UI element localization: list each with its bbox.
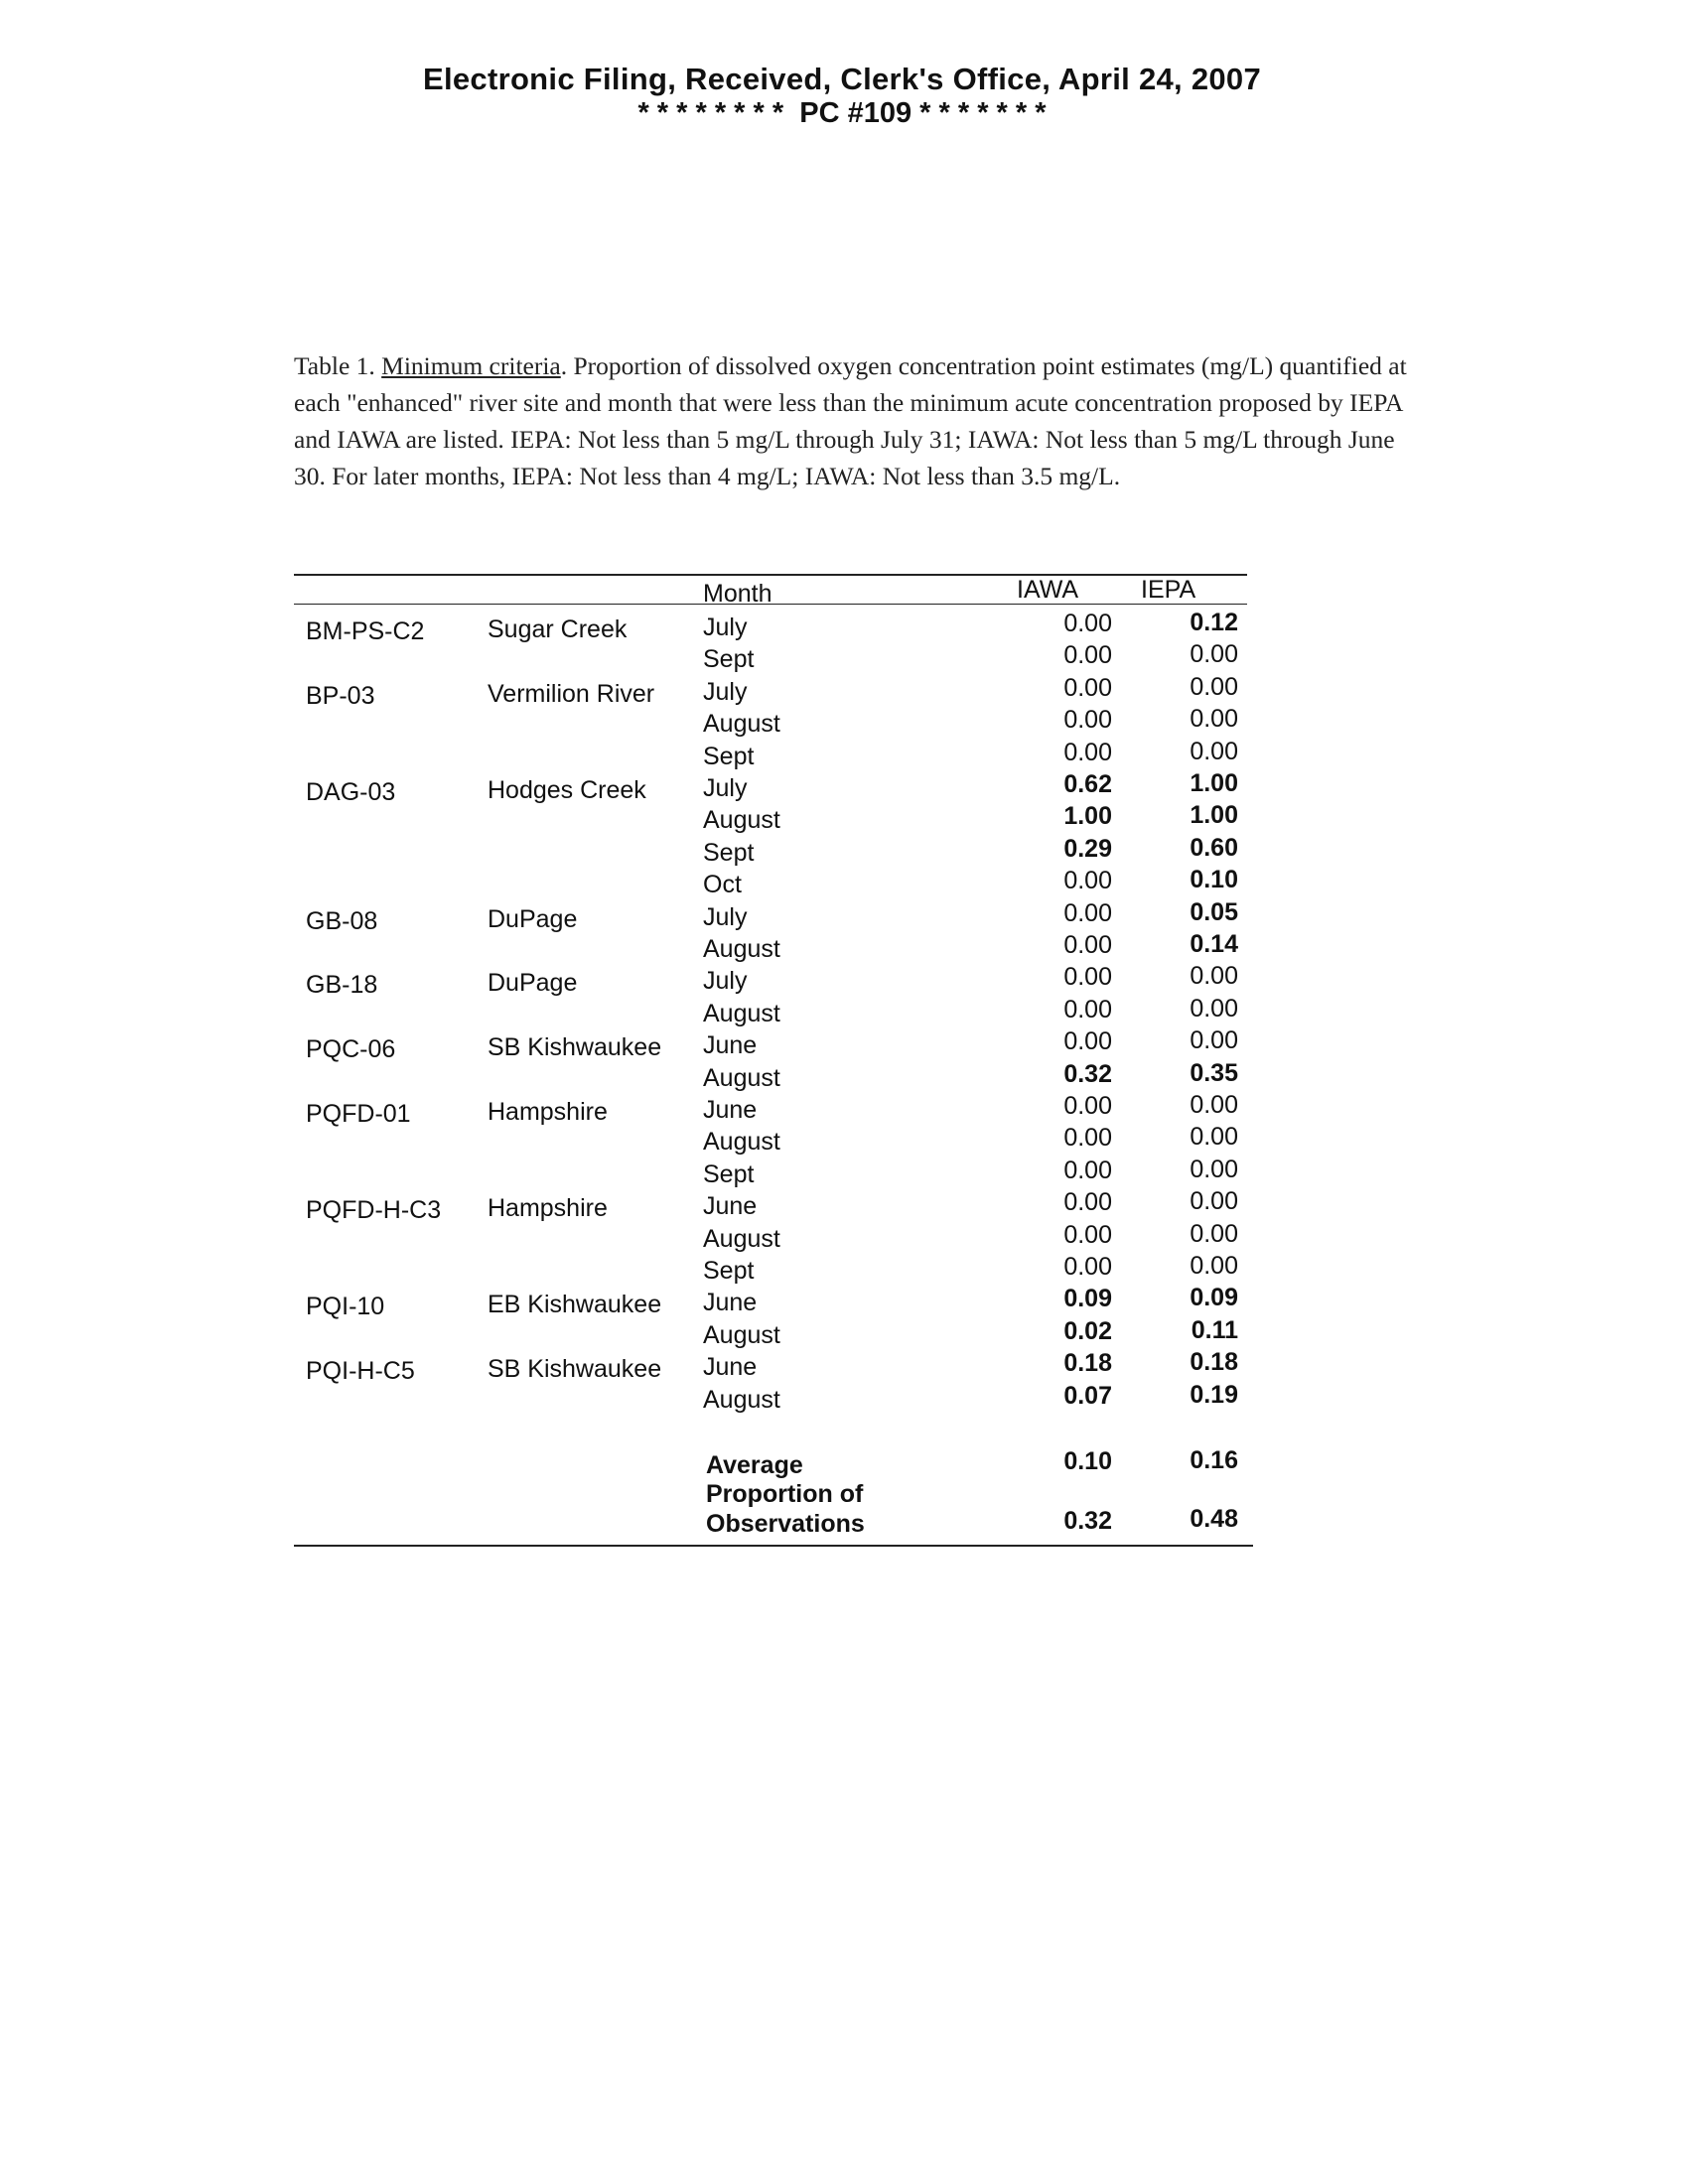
table-top-rule [294, 574, 1247, 576]
river-name: Hampshire [488, 1194, 608, 1223]
iepa-value: 0.00 [1190, 1123, 1238, 1152]
iepa-value: 0.19 [1190, 1380, 1238, 1409]
iepa-value: 0.00 [1190, 962, 1238, 991]
iepa-value: 0.00 [1190, 1252, 1238, 1280]
iepa-value: 0.00 [1190, 737, 1238, 765]
iawa-value: 0.00 [1063, 1092, 1112, 1120]
proportion-iawa: 0.32 [1063, 1507, 1112, 1535]
site-id: GB-08 [306, 906, 378, 935]
month-cell: July [703, 614, 748, 641]
iawa-value: 0.00 [1063, 1124, 1112, 1153]
iawa-value: 0.29 [1063, 834, 1112, 863]
caption-body: . Proportion of dissolved oxygen concentration point estimates (mg/L) quantified at each "enhanced" river site and month that were less than the minimum acute concentration proposed by IEPA and IAWA are listed. IEPA: Not less than 5 mg/L through July 31; IAWA: Not less than 5 mg/L through June 30. For later months, IEPA: Not less than 4 mg/L; IAWA: Not less than 3.5 mg/L. [294, 351, 1407, 490]
iawa-value: 0.00 [1063, 1027, 1112, 1056]
iawa-value: 0.00 [1063, 1220, 1112, 1249]
iepa-value: 0.00 [1190, 672, 1238, 701]
month-cell: August [703, 1128, 780, 1157]
iawa-value: 1.00 [1063, 802, 1112, 831]
iepa-value: 0.00 [1190, 1026, 1238, 1055]
iepa-header: IEPA [1141, 576, 1196, 604]
iawa-value: 0.00 [1063, 738, 1112, 766]
month-cell: Sept [703, 1160, 755, 1188]
river-name: SB Kishwaukee [488, 1355, 662, 1384]
river-name: DuPage [488, 904, 578, 933]
site-id: PQC-06 [306, 1035, 396, 1064]
iepa-value: 0.00 [1190, 705, 1238, 734]
month-cell: June [703, 1192, 758, 1221]
caption-prefix: Table 1. [294, 351, 382, 380]
river-name: EB Kishwaukee [488, 1291, 662, 1319]
pc-number: * * * * * * * * PC #109 * * * * * * * [637, 97, 1047, 129]
iepa-value: 0.00 [1190, 1091, 1238, 1119]
site-id: BP-03 [306, 681, 375, 710]
iawa-value: 0.00 [1063, 641, 1112, 670]
month-cell: July [703, 967, 748, 996]
month-cell: Sept [703, 1257, 755, 1285]
month-cell: June [703, 1031, 758, 1060]
iawa-header: IAWA [1017, 576, 1079, 604]
site-id: BM-PS-C2 [306, 617, 425, 645]
iepa-value: 0.00 [1190, 1155, 1238, 1183]
river-name: DuPage [488, 969, 578, 998]
iawa-value: 0.00 [1063, 898, 1112, 927]
iawa-value: 0.00 [1063, 931, 1112, 959]
iepa-value: 0.12 [1190, 609, 1238, 636]
iawa-value: 0.00 [1063, 610, 1112, 637]
month-cell: June [703, 1096, 758, 1124]
month-cell: August [703, 1385, 780, 1414]
proportion-label-2: Observations [706, 1510, 865, 1538]
iepa-value: 0.35 [1190, 1058, 1238, 1087]
river-name: Hodges Creek [488, 776, 646, 804]
iepa-value: 1.00 [1190, 769, 1238, 797]
proportion-label-1: Proportion of [706, 1480, 864, 1508]
site-id: PQFD-01 [306, 1100, 411, 1128]
site-id: PQFD-H-C3 [306, 1196, 442, 1225]
iawa-value: 0.00 [1063, 673, 1112, 702]
month-cell: August [703, 999, 780, 1027]
iawa-value: 0.00 [1063, 1156, 1112, 1184]
month-cell: July [703, 677, 748, 706]
month-cell: June [703, 1353, 758, 1382]
iawa-value: 0.00 [1063, 963, 1112, 992]
month-cell: Sept [703, 838, 755, 867]
average-label: Average [706, 1451, 803, 1479]
site-id: DAG-03 [306, 778, 396, 806]
iepa-value: 0.00 [1190, 640, 1238, 669]
iawa-value: 0.62 [1063, 770, 1112, 798]
iepa-value: 0.00 [1190, 994, 1238, 1023]
iepa-value: 0.18 [1190, 1348, 1238, 1377]
iawa-value: 0.09 [1063, 1285, 1112, 1313]
caption-title: Minimum criteria [381, 351, 561, 380]
filing-stamp: Electronic Filing, Received, Clerk's Office, April 24, 2007 [422, 62, 1262, 96]
month-cell: August [703, 1224, 780, 1253]
month-cell: July [703, 902, 748, 931]
river-name: SB Kishwaukee [488, 1033, 662, 1062]
iawa-value: 0.02 [1063, 1316, 1112, 1345]
river-name: Vermilion River [488, 679, 655, 708]
iepa-value: 0.11 [1191, 1315, 1238, 1344]
iepa-value: 0.05 [1190, 897, 1238, 926]
proportion-iepa: 0.48 [1190, 1505, 1238, 1533]
month-cell: August [703, 1063, 780, 1092]
river-name: Hampshire [488, 1098, 608, 1126]
iawa-value: 0.00 [1063, 867, 1112, 895]
filing-header [0, 62, 1684, 130]
table-caption [294, 347, 1416, 494]
site-id: PQI-H-C5 [306, 1357, 415, 1386]
month-cell: Sept [703, 742, 755, 770]
month-cell: Sept [703, 645, 755, 674]
month-cell: August [703, 1320, 780, 1349]
month-cell: June [703, 1289, 758, 1317]
iawa-value: 0.00 [1063, 1188, 1112, 1217]
iawa-value: 0.18 [1063, 1349, 1112, 1378]
iawa-value: 0.07 [1063, 1381, 1112, 1410]
iawa-value: 0.00 [1063, 995, 1112, 1024]
site-id: PQI-10 [306, 1293, 385, 1321]
iepa-value: 0.10 [1190, 866, 1238, 894]
month-header: Month [703, 580, 772, 608]
iepa-value: 0.09 [1190, 1284, 1238, 1312]
month-cell: August [703, 710, 780, 739]
river-name: Sugar Creek [488, 615, 628, 643]
iepa-value: 1.00 [1190, 801, 1238, 830]
month-cell: July [703, 774, 748, 802]
month-cell: August [703, 935, 780, 963]
iawa-value: 0.32 [1063, 1059, 1112, 1088]
iepa-value: 0.60 [1190, 833, 1238, 862]
iepa-value: 0.00 [1190, 1187, 1238, 1216]
iawa-value: 0.00 [1063, 706, 1112, 735]
month-cell: August [703, 806, 780, 835]
iawa-value: 0.00 [1063, 1253, 1112, 1281]
average-iepa: 0.16 [1190, 1446, 1238, 1474]
table-bottom-rule [294, 1545, 1253, 1547]
average-iawa: 0.10 [1063, 1447, 1112, 1475]
month-cell: Oct [703, 871, 742, 899]
iepa-value: 0.14 [1190, 930, 1238, 958]
site-id: GB-18 [306, 971, 378, 1000]
iepa-value: 0.00 [1190, 1219, 1238, 1248]
